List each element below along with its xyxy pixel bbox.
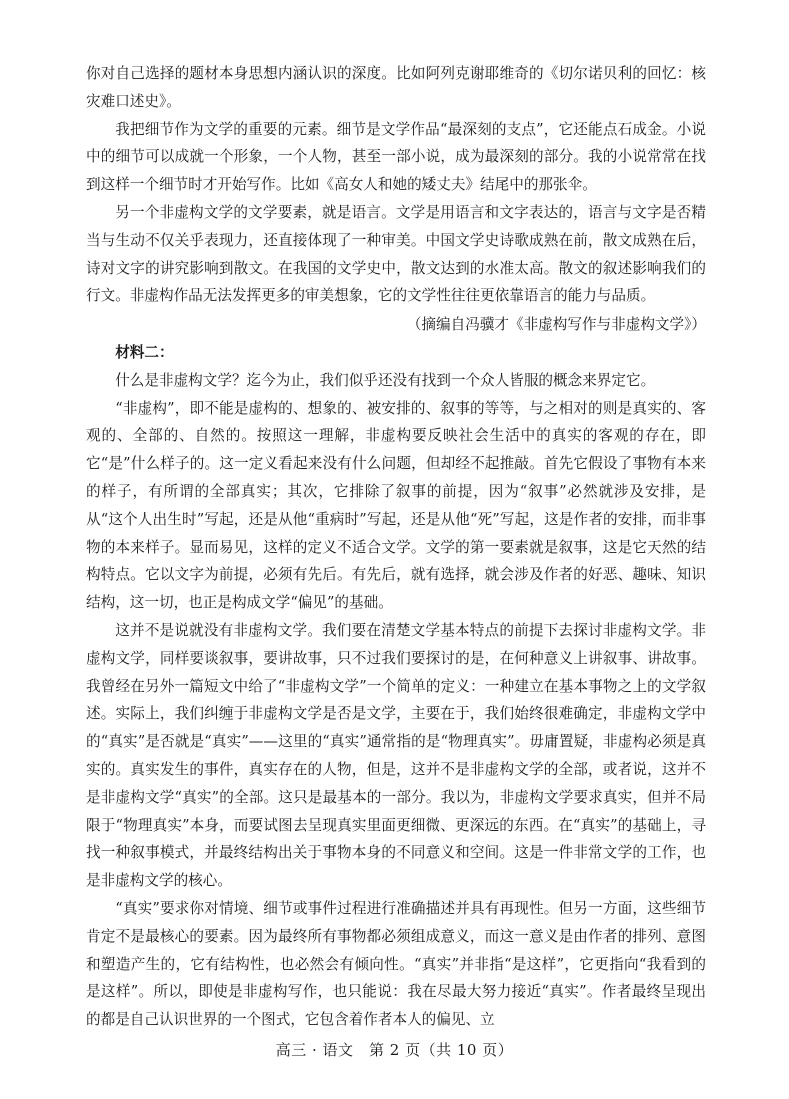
paragraph-nonfiction-meaning: “非虚构”，即不能是虚构的、想象的、被安排的、叙事的等等，与之相对的则是真实的、客观的、全部的、自然的。按照这一理解，非虚构要反映社会生活中的真实的客观的存在，即它“是”什么样子的。这一定义看起来没有什么问题，但却经不起推敲。首先它假设了事物有本来的样子，有所谓的全部真实；其次，它排除了叙事的前提，因为“叙事”必然就涉及安排，是从“这个人出生时”写起，还是从他“重病时”写起，还是从他“死”写起，这是作者的安排，而非事物的本来样子。显而易见，这样的定义不适合文学。文学的第一要素就是叙事，这是它天然的结构特点。它以文字为前提，必须有先后。有先后，就有选择，就会涉及作者的好恶、趣味、知识结构，这一切，也正是构成文学“偏见”的基础。 [86,399,706,612]
paragraph-language: 另一个非虚构文学的文学要素，就是语言。文学是用语言和文字表达的，语言与文字是否精当与生动不仅关乎表现力，还直接体现了一种审美。中国文学史诗歌成熟在前，散文成熟在后，诗对文字的讲究影响到散文。在我国的文学史中，散文达到的水准太高。散文的叙述影响我们的行文。非虚构作品无法发挥更多的审美想象，它的文学性往往更依靠语言的能力与品质。 [86,203,706,305]
paragraph-continued: 你对自己选择的题材本身思想内涵认识的深度。比如阿列克谢耶维奇的《切尔诺贝利的回忆：核灾难口述史》。 [86,65,706,110]
document-body [86,60,706,1034]
section-heading: 材料二： [115,343,174,361]
source-citation: （摘编自冯骥才《非虚构写作与非虚构文学》） [406,316,706,334]
page-footer: 高三 · 语文 第 2 页（共 10 页） [275,1041,514,1059]
paragraph-nonfiction-exists: 这并不是说就没有非虚构文学。我们要在清楚文学基本特点的前提下去探讨非虚构文学。非虚构文学，同样要谈叙事，要讲故事，只不过我们要探讨的是，在何种意义上讲叙事、讲故事。我曾经在另外一篇短文中给了“非虚构文学”一个简单的定义：一种建立在基本事物之上的文学叙述。实际上，我们纠缠于非虚构文学是否是文学，主要在于，我们始终很难确定，非虚构文学中的“真实”是否就是“真实”——这里的“真实”通常指的是“物理真实”。毋庸置疑，非虚构必须是真实的。真实发生的事件，真实存在的人物，但是，这并不是非虚构文学的全部，或者说，这并不是非虚构文学“真实”的全部。这只是最基本的一部分。我以为，非虚构文学要求真实，但并不局限于“物理真实”本身，而要试图去呈现真实里面更细微、更深远的东西。在“真实”的基础上，寻找一种叙事模式，并最终结构出关于事物本身的不同意义和空间。这是一件非常文学的工作，也是非虚构文学的核心。 [86,621,706,890]
paragraph-truth: “真实”要求你对情境、细节或事件过程进行准确描述并具有再现性。但另一方面，这些细节肯定不是最核心的要素。因为最终所有事物都必须组成意义，而这一意义是由作者的排列、意图和塑造产生的，它有结构性，也必然会有倾向性。“真实”并非指“是这样”，它更指向“我看到的是这样”。所以，即使是非虚构写作，也只能说：我在尽最大努力接近“真实”。作者最终呈现出的都是自己认识世界的一个图式，它包含着作者本人的偏见、立 [86,899,706,1029]
paragraph-detail: 我把细节作为文学的重要的元素。细节是文学作品“最深刻的支点”，它还能点石成金。小说中的细节可以成就一个形象，一个人物，甚至一部小说，成为最深刻的部分。我的小说常常在找到这样一个细节时才开始写作。比如《高女人和她的矮丈夫》结尾中的那张伞。 [86,120,706,194]
paragraph-definition-question: 什么是非虚构文学？迄今为止，我们似乎还没有找到一个众人皆服的概念来界定它。 [115,371,656,389]
